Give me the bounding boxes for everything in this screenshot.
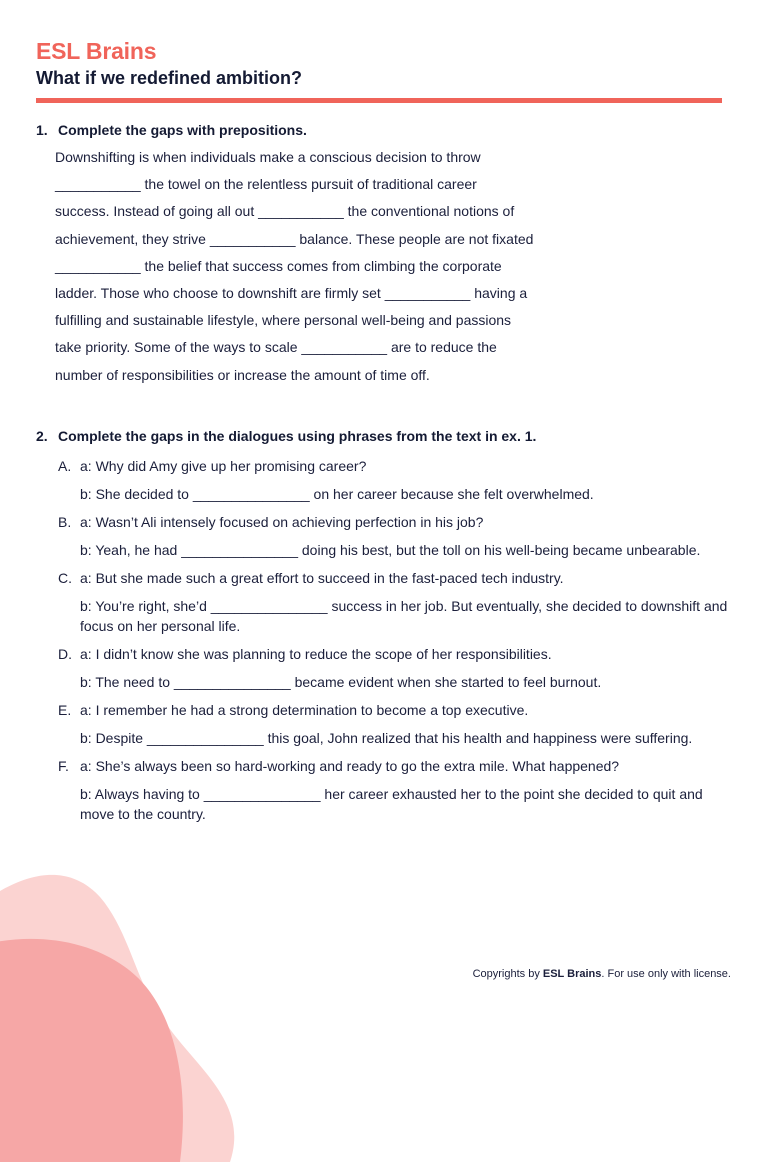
dialogue-item — [58, 696, 738, 752]
item-letter: F. — [58, 758, 69, 774]
exercise-2-instruction: Complete the gaps in the dialogues using phrases from the text in ex. 1. — [58, 428, 537, 444]
brand-logo-text: ESL Brains — [36, 38, 157, 64]
dialogue-line-a: a: Wasn’t Ali intensely focused on achieving perfection in his job? — [80, 514, 484, 530]
decorative-blob — [0, 872, 260, 1162]
blob-light-shape — [0, 875, 234, 1162]
exercise-2-dialogues — [58, 452, 738, 828]
text-line: ___________ the belief that success comes from climbing the corporate — [55, 257, 502, 274]
dialogue-line-b: b: The need to _______________ became evident when she started to feel burnout. — [80, 674, 602, 690]
footer-brand: ESL Brains — [542, 968, 602, 980]
text-line: fulfilling and sustainable lifestyle, where personal well-being and passions — [55, 312, 512, 329]
dialogue-line-a: a: Why did Amy give up her promising career? — [80, 458, 367, 474]
dialogue-line-a: a: I didn’t know she was planning to reduce the scope of her responsibilities. — [80, 646, 552, 662]
dialogue-line-b: b: You’re right, she’d _______________ success in her job. But eventually, she decided to downshift and focus on her personal life. — [80, 598, 728, 634]
item-letter: D. — [58, 646, 72, 662]
footer-suffix: . For use only with license. — [601, 968, 731, 980]
exercise-2-heading — [36, 428, 536, 444]
footer-prefix: Copyrights by — [472, 968, 543, 980]
dialogue-line-b: b: Yeah, he had _______________ doing his best, but the toll on his well-being became unbearable. — [80, 542, 701, 558]
exercise-1-text — [55, 144, 575, 389]
dialogue-line-b: b: She decided to _______________ on her career because she felt overwhelmed. — [80, 486, 594, 502]
text-line: take priority. Some of the ways to scale ___________ are to reduce the — [55, 339, 497, 356]
exercise-2-number: 2. — [36, 428, 48, 444]
dialogue-line-b: b: Always having to _______________ her career exhausted her to the point she decided to quit and move to the country. — [80, 786, 703, 822]
dialogue-item — [58, 640, 738, 696]
item-letter: C. — [58, 570, 72, 586]
text-line: achievement, they strive ___________ balance. These people are not fixated — [55, 230, 534, 247]
dialogue-item — [58, 508, 738, 564]
dialogue-item — [58, 564, 738, 640]
dialogue-line-b: b: Despite _______________ this goal, John realized that his health and happiness were suffering. — [80, 730, 693, 746]
blob-dark-shape — [0, 939, 183, 1162]
text-line: Downshifting is when individuals make a conscious decision to throw — [55, 149, 481, 165]
dialogue-item — [58, 452, 738, 508]
exercise-1-instruction: Complete the gaps with prepositions. — [58, 122, 307, 138]
dialogue-item — [58, 752, 738, 828]
item-letter: B. — [58, 514, 72, 530]
dialogue-line-a: a: She’s always been so hard-working and ready to go the extra mile. What happened? — [80, 758, 620, 774]
text-line: ladder. Those who choose to downshift are firmly set ___________ having a — [55, 285, 528, 302]
header-divider — [36, 98, 722, 103]
item-letter: E. — [58, 702, 72, 718]
item-letter: A. — [58, 458, 72, 474]
exercise-1-heading — [36, 122, 307, 138]
dialogue-line-a: a: But she made such a great effort to succeed in the fast-paced tech industry. — [80, 570, 564, 586]
exercise-1-number: 1. — [36, 122, 48, 138]
text-line: ___________ the towel on the relentless pursuit of traditional career — [55, 176, 477, 193]
text-line: success. Instead of going all out ___________ the conventional notions of — [55, 203, 515, 220]
dialogue-line-a: a: I remember he had a strong determination to become a top executive. — [80, 702, 529, 718]
page-title: What if we redefined ambition? — [36, 68, 303, 88]
copyright-footer — [473, 968, 731, 980]
text-line: number of responsibilities or increase the amount of time off. — [55, 366, 430, 383]
